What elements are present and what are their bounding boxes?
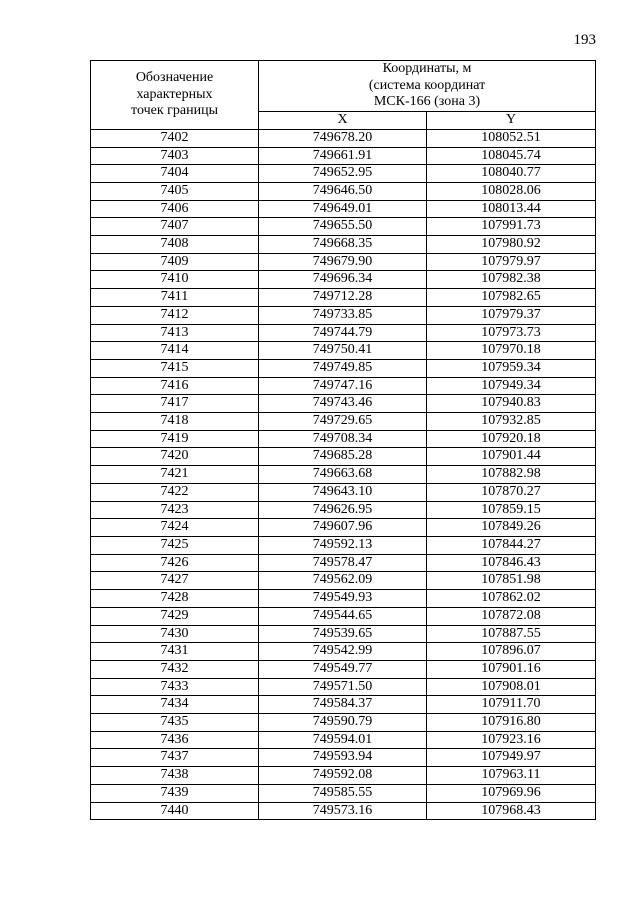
x-coordinate-cell: 749626.95 xyxy=(259,501,427,519)
point-id-cell: 7403 xyxy=(91,147,259,165)
x-coordinate-cell: 749578.47 xyxy=(259,554,427,572)
table-row xyxy=(91,536,596,554)
x-coordinate-cell: 749594.01 xyxy=(259,731,427,749)
table-row xyxy=(91,625,596,643)
point-id-cell: 7418 xyxy=(91,413,259,431)
coords-header-line: (система координат xyxy=(368,77,486,93)
table-row xyxy=(91,253,596,271)
table-row xyxy=(91,324,596,342)
table-row xyxy=(91,607,596,625)
coordinates-table xyxy=(90,60,596,820)
y-coordinate-cell: 107901.16 xyxy=(427,660,596,678)
y-coordinate-cell: 107963.11 xyxy=(427,767,596,785)
y-coordinate-cell: 107982.38 xyxy=(427,271,596,289)
point-id-cell: 7425 xyxy=(91,536,259,554)
point-id-cell: 7433 xyxy=(91,678,259,696)
point-id-cell: 7438 xyxy=(91,767,259,785)
table-row xyxy=(91,395,596,413)
x-coordinate-cell: 749585.55 xyxy=(259,784,427,802)
table-row xyxy=(91,342,596,360)
y-coordinate-cell: 107896.07 xyxy=(427,643,596,661)
x-coordinate-cell: 749663.68 xyxy=(259,466,427,484)
y-coordinate-cell: 107862.02 xyxy=(427,590,596,608)
x-coordinate-cell: 749708.34 xyxy=(259,430,427,448)
y-coordinate-cell: 107969.96 xyxy=(427,784,596,802)
y-coordinate-cell: 107887.55 xyxy=(427,625,596,643)
point-id-cell: 7414 xyxy=(91,342,259,360)
y-coordinate-cell: 107923.16 xyxy=(427,731,596,749)
y-coordinate-cell: 107844.27 xyxy=(427,536,596,554)
table-row xyxy=(91,129,596,147)
point-id-cell: 7408 xyxy=(91,236,259,254)
table-header xyxy=(91,61,596,130)
table-row xyxy=(91,696,596,714)
x-coordinate-cell: 749562.09 xyxy=(259,572,427,590)
table-row xyxy=(91,236,596,254)
x-coordinate-cell: 749729.65 xyxy=(259,413,427,431)
y-coordinate-cell: 107982.65 xyxy=(427,289,596,307)
x-coordinate-cell: 749655.50 xyxy=(259,218,427,236)
y-coordinate-cell: 108040.77 xyxy=(427,165,596,183)
y-coordinate-cell: 107940.83 xyxy=(427,395,596,413)
point-id-cell: 7419 xyxy=(91,430,259,448)
x-coordinate-cell: 749646.50 xyxy=(259,182,427,200)
table-row xyxy=(91,430,596,448)
point-id-cell: 7407 xyxy=(91,218,259,236)
point-header-line: Обозначение xyxy=(135,69,214,85)
x-coordinate-cell: 749661.91 xyxy=(259,147,427,165)
table-row xyxy=(91,660,596,678)
point-id-cell: 7432 xyxy=(91,660,259,678)
coords-header-line: МСК-166 (зона 3) xyxy=(373,94,481,110)
x-coordinate-cell: 749592.08 xyxy=(259,767,427,785)
y-coordinate-cell: 107916.80 xyxy=(427,714,596,732)
point-header-line: характерных xyxy=(136,86,213,102)
x-coordinate-cell: 749749.85 xyxy=(259,359,427,377)
y-coordinate-cell: 107872.08 xyxy=(427,607,596,625)
table-row xyxy=(91,802,596,820)
table-row xyxy=(91,643,596,661)
y-coordinate-cell: 107991.73 xyxy=(427,218,596,236)
y-coordinate-cell: 107959.34 xyxy=(427,359,596,377)
table-row xyxy=(91,554,596,572)
y-coordinate-cell: 107870.27 xyxy=(427,483,596,501)
point-id-cell: 7405 xyxy=(91,182,259,200)
point-id-cell: 7440 xyxy=(91,802,259,820)
table-row xyxy=(91,413,596,431)
table-row xyxy=(91,784,596,802)
point-id-cell: 7402 xyxy=(91,129,259,147)
y-coordinate-cell: 107911.70 xyxy=(427,696,596,714)
y-coordinate-cell: 108013.44 xyxy=(427,200,596,218)
point-id-cell: 7422 xyxy=(91,483,259,501)
point-id-cell: 7426 xyxy=(91,554,259,572)
y-coordinate-cell: 107901.44 xyxy=(427,448,596,466)
point-id-cell: 7404 xyxy=(91,165,259,183)
point-id-cell: 7413 xyxy=(91,324,259,342)
y-coordinate-cell: 108028.06 xyxy=(427,182,596,200)
page-number: 193 xyxy=(573,32,596,48)
y-coordinate-cell: 107949.34 xyxy=(427,377,596,395)
point-id-cell: 7431 xyxy=(91,643,259,661)
x-coordinate-cell: 749750.41 xyxy=(259,342,427,360)
point-id-cell: 7424 xyxy=(91,519,259,537)
y-coordinate-cell: 107979.37 xyxy=(427,306,596,324)
x-coordinate-cell: 749668.35 xyxy=(259,236,427,254)
point-id-cell: 7427 xyxy=(91,572,259,590)
x-coordinate-cell: 749590.79 xyxy=(259,714,427,732)
x-coordinate-cell: 749747.16 xyxy=(259,377,427,395)
y-coordinate-cell: 107920.18 xyxy=(427,430,596,448)
point-id-cell: 7416 xyxy=(91,377,259,395)
table-body xyxy=(91,129,596,819)
y-coordinate-cell: 107980.92 xyxy=(427,236,596,254)
x-coordinate-cell: 749549.93 xyxy=(259,590,427,608)
point-id-cell: 7406 xyxy=(91,200,259,218)
table-row xyxy=(91,218,596,236)
table-row xyxy=(91,271,596,289)
x-coordinate-cell: 749607.96 xyxy=(259,519,427,537)
y-coordinate-cell: 107968.43 xyxy=(427,802,596,820)
x-coordinate-cell: 749539.65 xyxy=(259,625,427,643)
point-id-cell: 7437 xyxy=(91,749,259,767)
table-row xyxy=(91,377,596,395)
x-coordinate-cell: 749678.20 xyxy=(259,129,427,147)
x-coordinate-cell: 749744.79 xyxy=(259,324,427,342)
table-row xyxy=(91,289,596,307)
table-row xyxy=(91,590,596,608)
point-id-cell: 7421 xyxy=(91,466,259,484)
point-id-cell: 7411 xyxy=(91,289,259,307)
point-id-cell: 7436 xyxy=(91,731,259,749)
point-id-cell: 7439 xyxy=(91,784,259,802)
point-id-cell: 7409 xyxy=(91,253,259,271)
table-row xyxy=(91,165,596,183)
x-coordinate-cell: 749649.01 xyxy=(259,200,427,218)
point-id-cell: 7415 xyxy=(91,359,259,377)
y-coordinate-cell: 107908.01 xyxy=(427,678,596,696)
x-coordinate-cell: 749679.90 xyxy=(259,253,427,271)
table-row xyxy=(91,572,596,590)
x-coordinate-cell: 749592.13 xyxy=(259,536,427,554)
x-coordinate-cell: 749593.94 xyxy=(259,749,427,767)
point-id-cell: 7430 xyxy=(91,625,259,643)
x-column-header: X xyxy=(259,112,427,130)
point-id-cell: 7412 xyxy=(91,306,259,324)
point-id-cell: 7428 xyxy=(91,590,259,608)
x-coordinate-cell: 749571.50 xyxy=(259,678,427,696)
x-coordinate-cell: 749696.34 xyxy=(259,271,427,289)
x-coordinate-cell: 749643.10 xyxy=(259,483,427,501)
y-coordinate-cell: 107849.26 xyxy=(427,519,596,537)
y-coordinate-cell: 107949.97 xyxy=(427,749,596,767)
x-coordinate-cell: 749573.16 xyxy=(259,802,427,820)
point-header-line: точек границы xyxy=(131,103,218,119)
table-row xyxy=(91,483,596,501)
point-id-cell: 7423 xyxy=(91,501,259,519)
y-coordinate-cell: 107846.43 xyxy=(427,554,596,572)
table-row xyxy=(91,147,596,165)
table-row xyxy=(91,749,596,767)
x-coordinate-cell: 749685.28 xyxy=(259,448,427,466)
y-coordinate-cell: 108052.51 xyxy=(427,129,596,147)
point-id-cell: 7435 xyxy=(91,714,259,732)
y-coordinate-cell: 107882.98 xyxy=(427,466,596,484)
table-row xyxy=(91,448,596,466)
x-coordinate-cell: 749733.85 xyxy=(259,306,427,324)
x-coordinate-cell: 749743.46 xyxy=(259,395,427,413)
coordinates-header xyxy=(259,61,596,112)
y-coordinate-cell: 107859.15 xyxy=(427,501,596,519)
table-row xyxy=(91,182,596,200)
point-id-cell: 7420 xyxy=(91,448,259,466)
x-coordinate-cell: 749542.99 xyxy=(259,643,427,661)
table-row xyxy=(91,306,596,324)
x-coordinate-cell: 749712.28 xyxy=(259,289,427,307)
y-coordinate-cell: 107979.97 xyxy=(427,253,596,271)
point-id-cell: 7434 xyxy=(91,696,259,714)
y-column-header: Y xyxy=(427,112,596,130)
y-coordinate-cell: 107932.85 xyxy=(427,413,596,431)
table-row xyxy=(91,731,596,749)
y-coordinate-cell: 107970.18 xyxy=(427,342,596,360)
table-row xyxy=(91,359,596,377)
point-designation-header xyxy=(91,61,259,130)
table-row xyxy=(91,714,596,732)
x-coordinate-cell: 749584.37 xyxy=(259,696,427,714)
point-id-cell: 7417 xyxy=(91,395,259,413)
table-row xyxy=(91,200,596,218)
x-coordinate-cell: 749549.77 xyxy=(259,660,427,678)
y-coordinate-cell: 108045.74 xyxy=(427,147,596,165)
table-row xyxy=(91,501,596,519)
point-id-cell: 7429 xyxy=(91,607,259,625)
coords-header-line: Координаты, м xyxy=(382,61,472,76)
table-row xyxy=(91,767,596,785)
x-coordinate-cell: 749544.65 xyxy=(259,607,427,625)
x-coordinate-cell: 749652.95 xyxy=(259,165,427,183)
table-row xyxy=(91,519,596,537)
point-id-cell: 7410 xyxy=(91,271,259,289)
y-coordinate-cell: 107973.73 xyxy=(427,324,596,342)
y-coordinate-cell: 107851.98 xyxy=(427,572,596,590)
table-row xyxy=(91,678,596,696)
table-row xyxy=(91,466,596,484)
